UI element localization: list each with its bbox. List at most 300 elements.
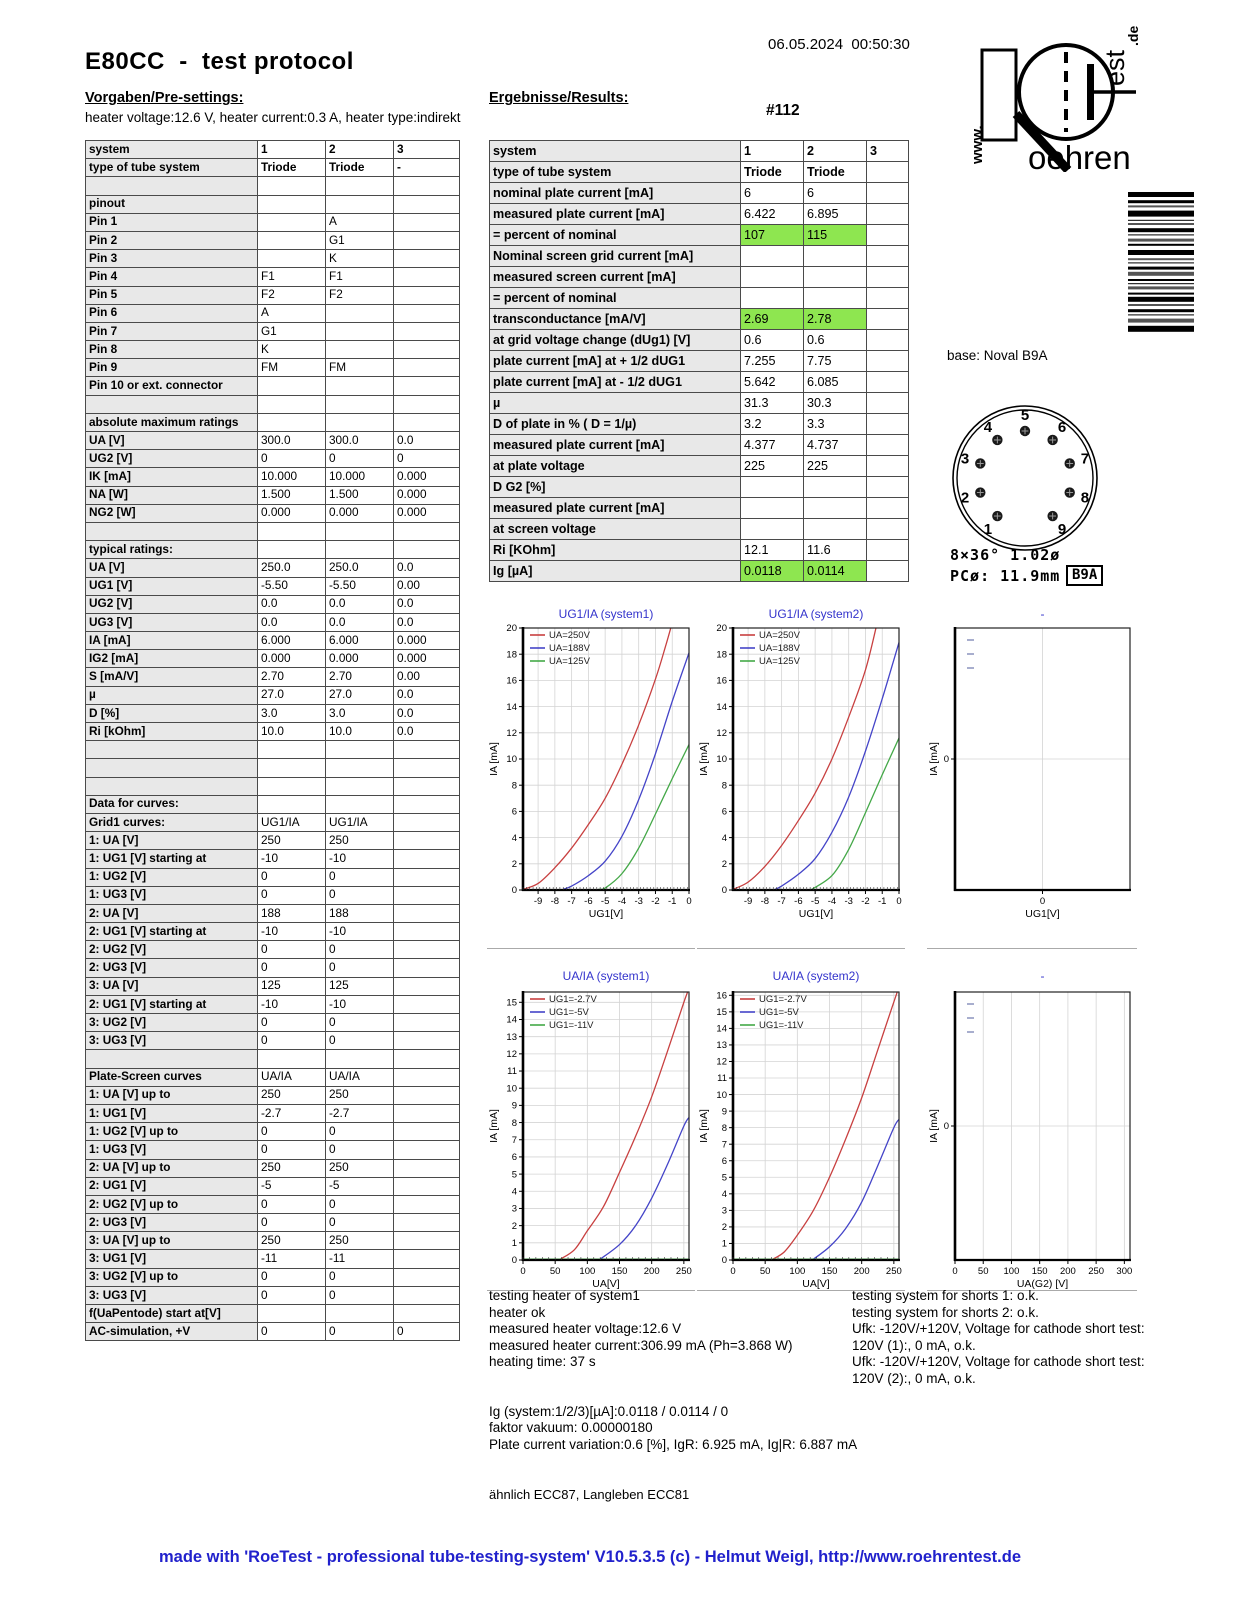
- svg-text:0: 0: [943, 1121, 949, 1133]
- table-row: [86, 141, 460, 159]
- row-value: 6: [804, 183, 867, 204]
- row-label: NG2 [W]: [86, 504, 258, 522]
- pin-number-label: 4: [983, 419, 993, 437]
- svg-text:UG1=-11V: UG1=-11V: [549, 1020, 594, 1031]
- table-row: [86, 777, 460, 795]
- row-value: 0.00: [394, 577, 460, 595]
- row-value: -10: [258, 923, 326, 941]
- row-label: UA [V]: [86, 559, 258, 577]
- x-axis-label: UA(G2) [V]: [1016, 1278, 1069, 1290]
- chart-title: UA/IA (system1): [562, 969, 650, 983]
- row-value: 188: [258, 904, 326, 922]
- row-value: [741, 288, 804, 309]
- row-label: 3: UG2 [V] up to: [86, 1268, 258, 1286]
- svg-text:12: 12: [716, 1056, 727, 1068]
- row-value: [867, 351, 909, 372]
- row-value: [258, 522, 326, 540]
- row-value: -2.7: [258, 1104, 326, 1122]
- series-group: [523, 623, 689, 890]
- svg-text:50: 50: [549, 1266, 561, 1277]
- row-value: [394, 1195, 460, 1213]
- svg-text:-3: -3: [634, 896, 643, 907]
- pin-number-label: 7: [1080, 450, 1090, 468]
- row-value: [741, 246, 804, 267]
- svg-text:14: 14: [506, 701, 517, 713]
- svg-text:8: 8: [511, 1117, 517, 1129]
- row-label: UA [V]: [86, 432, 258, 450]
- row-value: 0.0114: [804, 561, 867, 582]
- presettings-heading: Vorgaben/Pre-settings:: [85, 90, 244, 106]
- barcode-bar: [1128, 258, 1194, 260]
- row-value: 6.000: [258, 632, 326, 650]
- row-value: [326, 522, 394, 540]
- barcode-bar: [1128, 309, 1194, 312]
- row-value: 250: [258, 832, 326, 850]
- row-value: 31.3: [741, 393, 804, 414]
- svg-text:12: 12: [716, 728, 727, 739]
- row-value: 6: [741, 183, 804, 204]
- row-label: plate current [mA] at + 1/2 dUG1: [490, 351, 741, 372]
- row-value: 0: [326, 1195, 394, 1213]
- row-value: [258, 177, 326, 195]
- row-value: 188: [326, 904, 394, 922]
- tube-serial-number: #112: [766, 102, 800, 119]
- table-row: [86, 213, 460, 231]
- row-value: [326, 1305, 394, 1323]
- table-row: [86, 886, 460, 904]
- table-row: [490, 561, 909, 582]
- row-value: [741, 477, 804, 498]
- row-value: [741, 498, 804, 519]
- row-value: 0.0: [326, 595, 394, 613]
- row-value: 10.000: [326, 468, 394, 486]
- gridlines: [523, 992, 689, 1260]
- results-table: [489, 140, 909, 582]
- svg-text:9: 9: [511, 1100, 517, 1112]
- series-0: [733, 623, 877, 890]
- row-value: [394, 868, 460, 886]
- heater-test-notes: [489, 1288, 858, 1453]
- table-row: [86, 650, 460, 668]
- table-row: [86, 1177, 460, 1195]
- row-label: = percent of nominal: [490, 225, 741, 246]
- table-row: [86, 1068, 460, 1086]
- row-value: [394, 886, 460, 904]
- svg-text:UA=188V: UA=188V: [549, 643, 590, 654]
- svg-text:-1: -1: [878, 896, 887, 907]
- logo-r-stem: [982, 50, 1016, 140]
- row-value: 0.6: [741, 330, 804, 351]
- row-value: [394, 541, 460, 559]
- logo-text-de: .de: [1125, 25, 1141, 46]
- row-value: [867, 288, 909, 309]
- row-value: -5.50: [258, 577, 326, 595]
- row-label: 3: UA [V]: [86, 977, 258, 995]
- table-row: [86, 1250, 460, 1268]
- row-value: [804, 477, 867, 498]
- row-value: [394, 304, 460, 322]
- svg-text:-1: -1: [668, 896, 677, 907]
- row-label: transconductance [mA/V]: [490, 309, 741, 330]
- socket-pin: [984, 511, 1003, 538]
- row-value: 0: [394, 1323, 460, 1341]
- y-axis-label: IA [mA]: [928, 742, 940, 776]
- svg-text:4: 4: [511, 1186, 517, 1198]
- socket-pin: [1047, 511, 1066, 538]
- chart-title: UG1/IA (system2): [768, 607, 864, 621]
- row-value: 0.0: [326, 613, 394, 631]
- row-value: -10: [258, 850, 326, 868]
- svg-text:UA=125V: UA=125V: [759, 656, 800, 667]
- svg-text:14: 14: [716, 701, 727, 713]
- logo-anode-bar: [1087, 64, 1094, 120]
- table-row: [86, 1305, 460, 1323]
- row-value: 0.0: [258, 595, 326, 613]
- results-heading: Ergebnisse/Results:: [489, 90, 629, 106]
- row-value: 7.75: [804, 351, 867, 372]
- socket-pin: [1064, 487, 1089, 506]
- note-line: [489, 1371, 849, 1388]
- socket-pitch-circle-caption: PCø: 11.9mm: [950, 567, 1061, 585]
- row-label: D of plate in % ( D = 1/µ): [490, 414, 741, 435]
- chart-ug1-ia-system2: [697, 594, 905, 949]
- pin-number-label: 6: [1057, 419, 1067, 437]
- svg-text:200: 200: [1059, 1266, 1076, 1277]
- row-value: 0.000: [258, 504, 326, 522]
- row-label: type of tube system: [490, 162, 741, 183]
- row-value: 250: [326, 1086, 394, 1104]
- svg-text:16: 16: [716, 675, 727, 687]
- similar-tubes-note: ähnlich ECC87, Langleben ECC81: [489, 1487, 690, 1502]
- svg-text:200: 200: [853, 1266, 870, 1277]
- row-value: 0.000: [394, 468, 460, 486]
- row-value: [394, 1305, 460, 1323]
- row-label: 1: UG3 [V]: [86, 886, 258, 904]
- svg-text:100: 100: [789, 1266, 806, 1277]
- table-row: [86, 686, 460, 704]
- row-value: 2.69: [741, 309, 804, 330]
- row-label: UG2 [V]: [86, 450, 258, 468]
- shorts-test-notes: [852, 1288, 1182, 1387]
- table-row: [86, 1086, 460, 1104]
- svg-text:3: 3: [511, 1203, 517, 1215]
- table-row: [86, 904, 460, 922]
- row-label: absolute maximum ratings: [86, 413, 258, 431]
- row-value: [867, 225, 909, 246]
- svg-text:2: 2: [511, 1220, 517, 1232]
- row-value: [326, 195, 394, 213]
- row-value: -11: [258, 1250, 326, 1268]
- svg-text:1: 1: [511, 1238, 517, 1250]
- row-label: IG2 [mA]: [86, 650, 258, 668]
- chart-legend: [530, 630, 591, 667]
- row-value: 225: [804, 456, 867, 477]
- row-value: 2.70: [258, 668, 326, 686]
- row-value: [867, 246, 909, 267]
- row-value: -11: [326, 1250, 394, 1268]
- row-value: 10.000: [258, 468, 326, 486]
- row-value: [394, 1032, 460, 1050]
- table-row: [86, 632, 460, 650]
- row-label: 3: UG3 [V]: [86, 1286, 258, 1304]
- barcode-bar: [1128, 262, 1194, 263]
- table-row: [86, 522, 460, 540]
- svg-text:UG1=-5V: UG1=-5V: [549, 1007, 589, 1018]
- row-label: Pin 6: [86, 304, 258, 322]
- axis-labels: [944, 754, 1045, 907]
- row-label: UG1 [V]: [86, 577, 258, 595]
- series-1: [775, 642, 899, 889]
- table-row: [490, 435, 909, 456]
- socket-pin: [1047, 419, 1066, 445]
- chart-ua-g2-empty: [927, 948, 1137, 1291]
- table-row: [86, 941, 460, 959]
- svg-text:0: 0: [1039, 896, 1046, 907]
- table-row: [86, 304, 460, 322]
- y-axis-label: IA [mA]: [488, 742, 500, 776]
- row-label: 2: UG3 [V]: [86, 1214, 258, 1232]
- row-label: Nominal screen grid current [mA]: [490, 246, 741, 267]
- row-value: 0: [326, 1123, 394, 1141]
- note-line: heating time: 37 s: [489, 1354, 596, 1369]
- row-value: 0.0: [394, 432, 460, 450]
- row-value: 0.000: [326, 650, 394, 668]
- row-label: [86, 741, 258, 759]
- table-row: [86, 504, 460, 522]
- row-label: 1: UG2 [V] up to: [86, 1123, 258, 1141]
- svg-text:300: 300: [1116, 1266, 1133, 1277]
- row-label: Grid1 curves:: [86, 813, 258, 831]
- row-value: [394, 395, 460, 413]
- table-row: [490, 183, 909, 204]
- svg-text:20: 20: [506, 623, 517, 635]
- svg-text:-4: -4: [827, 896, 837, 907]
- row-value: 115: [804, 225, 867, 246]
- row-value: [258, 759, 326, 777]
- row-label: Ri [KOhm]: [490, 540, 741, 561]
- row-value: 0: [258, 1195, 326, 1213]
- row-value: [394, 1050, 460, 1068]
- row-value: 0: [258, 886, 326, 904]
- barcode-bar: [1128, 220, 1194, 221]
- row-label: plate current [mA] at - 1/2 dUG1: [490, 372, 741, 393]
- barcode-bar: [1128, 279, 1194, 281]
- row-label: UG3 [V]: [86, 613, 258, 631]
- footer-credit: made with 'RoeTest - professional tube-testing-system' V10.5.3.5 (c) - Helmut Weigl, http://www.roehrentest.de: [158, 1548, 1022, 1566]
- x-axis-label: UG1[V]: [798, 908, 834, 920]
- row-value: -10: [258, 995, 326, 1013]
- row-label: [86, 1050, 258, 1068]
- table-row: [86, 795, 460, 813]
- row-label: 1: UG2 [V]: [86, 868, 258, 886]
- svg-text:7: 7: [511, 1134, 517, 1146]
- row-label: UG2 [V]: [86, 595, 258, 613]
- svg-text:6: 6: [511, 1152, 517, 1164]
- table-row: [86, 1323, 460, 1341]
- barcode-bar: [1128, 234, 1194, 235]
- table-row: [490, 330, 909, 351]
- note-line: Ig (system:1/2/3)[µA]:0.0118 / 0.0114 / 0: [489, 1403, 729, 1419]
- barcode-bar: [1128, 250, 1194, 255]
- table-row: [86, 195, 460, 213]
- row-value: [258, 541, 326, 559]
- row-value: 0.000: [326, 504, 394, 522]
- svg-text:18: 18: [506, 649, 517, 661]
- row-value: 0: [258, 1214, 326, 1232]
- row-value: [394, 177, 460, 195]
- row-value: -10: [326, 923, 394, 941]
- row-value: [804, 519, 867, 540]
- row-value: 0: [258, 450, 326, 468]
- row-value: 27.0: [326, 686, 394, 704]
- table-row: [86, 1232, 460, 1250]
- row-value: [326, 541, 394, 559]
- socket-pin: [961, 451, 986, 469]
- svg-text:15: 15: [506, 997, 517, 1009]
- table-row: [490, 204, 909, 225]
- svg-text:0: 0: [952, 1266, 958, 1277]
- row-value: -2.7: [326, 1104, 394, 1122]
- table-row: [86, 723, 460, 741]
- chart-title: UG1/IA (system1): [558, 607, 654, 621]
- row-value: 4.377: [741, 435, 804, 456]
- row-label: Pin 9: [86, 359, 258, 377]
- table-row: [86, 286, 460, 304]
- row-value: G1: [326, 231, 394, 249]
- table-row: [86, 977, 460, 995]
- svg-text:1: 1: [721, 1238, 727, 1250]
- row-value: [326, 304, 394, 322]
- row-value: 0.00: [394, 668, 460, 686]
- svg-text:200: 200: [643, 1266, 660, 1277]
- row-value: 0: [258, 868, 326, 886]
- presettings-text: heater voltage:12.6 V, heater current:0.3 A, heater type:indirekt: [85, 110, 461, 125]
- svg-text:UG1=-11V: UG1=-11V: [759, 1020, 804, 1031]
- row-value: [394, 1104, 460, 1122]
- pin-number-label: 9: [1057, 520, 1067, 538]
- row-label: typical ratings:: [86, 541, 258, 559]
- row-value: [867, 414, 909, 435]
- row-value: [258, 1050, 326, 1068]
- row-label: measured plate current [mA]: [490, 435, 741, 456]
- row-value: 3.0: [258, 704, 326, 722]
- row-label: Pin 3: [86, 250, 258, 268]
- row-label: 2: UG2 [V] up to: [86, 1195, 258, 1213]
- row-value: 250: [326, 1159, 394, 1177]
- y-axis-label: IA [mA]: [698, 1109, 710, 1143]
- table-row: [86, 1032, 460, 1050]
- row-value: [326, 1050, 394, 1068]
- row-label: Pin 1: [86, 213, 258, 231]
- row-value: [394, 1123, 460, 1141]
- row-value: 11.6: [804, 540, 867, 561]
- row-value: -: [394, 159, 460, 177]
- row-label: 3: UG3 [V]: [86, 1032, 258, 1050]
- row-value: [741, 519, 804, 540]
- row-value: Triode: [326, 159, 394, 177]
- table-row: [86, 1123, 460, 1141]
- socket-pin: [961, 487, 986, 506]
- table-row: [490, 393, 909, 414]
- svg-text:UA=188V: UA=188V: [759, 643, 800, 654]
- row-value: 2: [804, 141, 867, 162]
- row-value: 27.0: [258, 686, 326, 704]
- row-label: measured plate current [mA]: [490, 498, 741, 519]
- svg-text:5: 5: [721, 1172, 727, 1184]
- row-value: 250: [258, 1232, 326, 1250]
- row-value: 300.0: [326, 432, 394, 450]
- row-value: 0: [326, 868, 394, 886]
- row-label: Ig [µA]: [490, 561, 741, 582]
- svg-text:-3: -3: [844, 896, 853, 907]
- note-line: heater ok: [489, 1304, 546, 1320]
- ua-ia-system1-svg: [487, 948, 695, 1290]
- svg-text:11: 11: [717, 1073, 727, 1085]
- table-row: [86, 541, 460, 559]
- row-value: -5: [326, 1177, 394, 1195]
- table-row: [86, 759, 460, 777]
- pin-number-label: 5: [1020, 407, 1030, 424]
- barcode-bar: [1128, 192, 1194, 197]
- row-value: UG1/IA: [326, 813, 394, 831]
- series-0: [523, 623, 672, 890]
- table-row: [86, 359, 460, 377]
- row-value: [804, 267, 867, 288]
- table-row: [490, 351, 909, 372]
- row-value: [394, 1214, 460, 1232]
- row-value: [867, 393, 909, 414]
- axis-labels: [944, 1121, 1133, 1277]
- note-line: Plate current variation:0.6 [%], IgR: 6.925 mA, Ig|R: 6.887 mA: [489, 1436, 858, 1452]
- series-group: [733, 623, 899, 890]
- row-value: 2.70: [326, 668, 394, 686]
- row-label: 2: UA [V] up to: [86, 1159, 258, 1177]
- svg-text:2: 2: [721, 1222, 727, 1234]
- row-value: 0.0: [394, 559, 460, 577]
- row-label: D [%]: [86, 704, 258, 722]
- row-value: 0: [326, 941, 394, 959]
- row-value: -5.50: [326, 577, 394, 595]
- chart-ug1-ia-system3-empty: [927, 594, 1137, 949]
- row-value: 107: [741, 225, 804, 246]
- row-value: K: [326, 250, 394, 268]
- row-value: 30.3: [804, 393, 867, 414]
- row-value: [258, 777, 326, 795]
- row-value: 0: [258, 1286, 326, 1304]
- row-value: [394, 1141, 460, 1159]
- y-axis-label: IA [mA]: [488, 1109, 500, 1143]
- row-value: [394, 377, 460, 395]
- row-label: 1: UG1 [V]: [86, 1104, 258, 1122]
- presettings-table: [85, 140, 460, 1341]
- row-value: [326, 777, 394, 795]
- row-value: 2.78: [804, 309, 867, 330]
- svg-text:100: 100: [579, 1266, 596, 1277]
- chart-ua-ia-system2: [697, 948, 905, 1291]
- row-value: 0: [258, 959, 326, 977]
- gridlines: [733, 628, 899, 890]
- row-value: 250.0: [326, 559, 394, 577]
- svg-text:4: 4: [511, 832, 517, 844]
- svg-text:13: 13: [506, 1031, 517, 1043]
- row-value: UA/IA: [326, 1068, 394, 1086]
- note-line: testing heater of system1: [489, 1288, 640, 1303]
- row-value: [394, 1086, 460, 1104]
- svg-text:2: 2: [721, 859, 727, 870]
- table-row: [86, 559, 460, 577]
- row-value: [867, 162, 909, 183]
- table-row: [86, 432, 460, 450]
